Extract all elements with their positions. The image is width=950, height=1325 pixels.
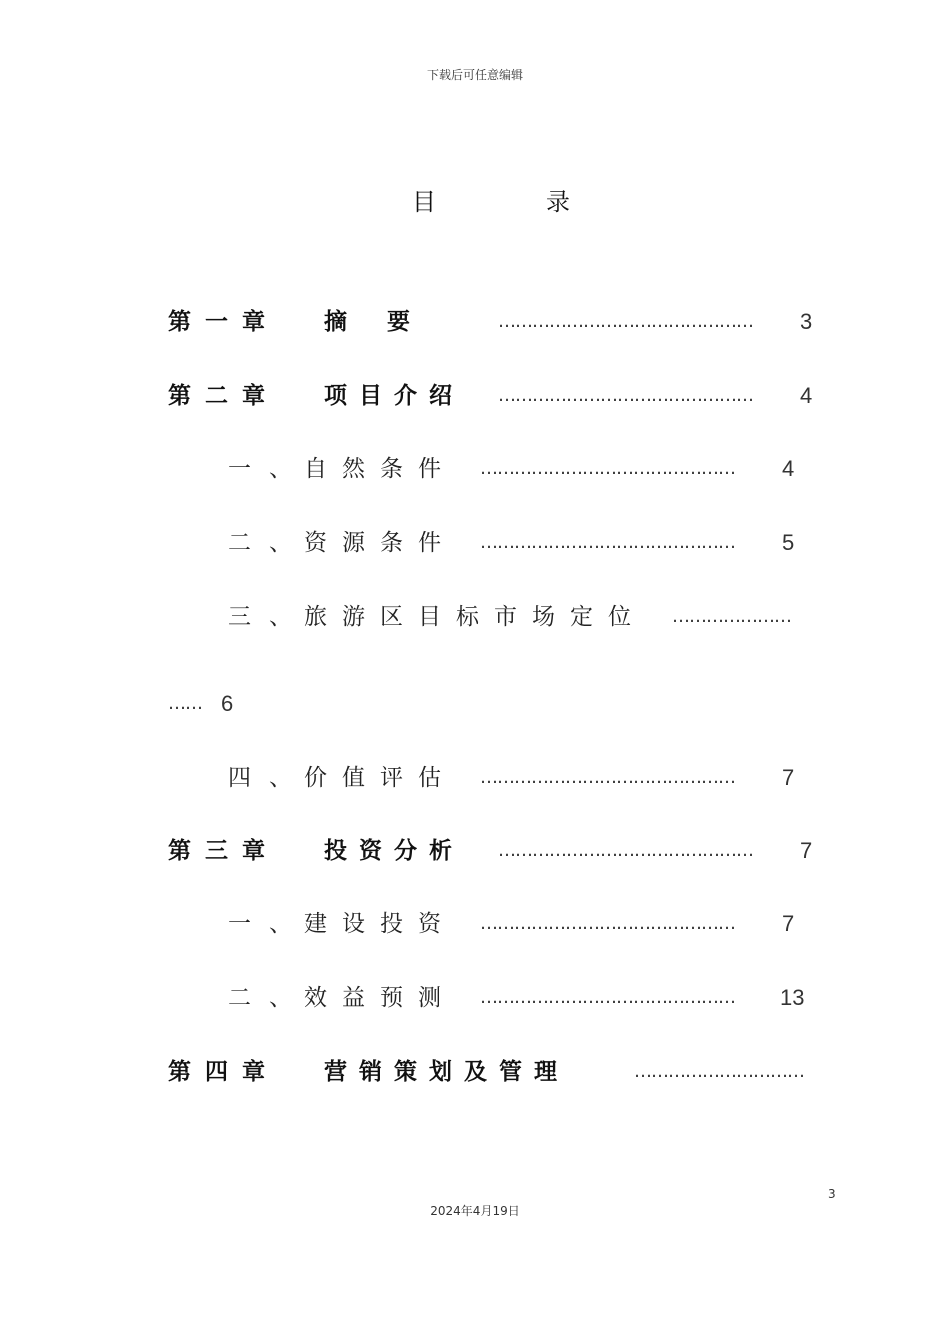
toc-s2-3-leader-continued: …… [168,693,202,714]
toc-ch2-title: 项目介绍 [324,383,464,409]
toc-s2-4-title: 价值评估 [304,765,456,791]
toc-s3-1-title: 建设投资 [304,911,456,937]
toc-ch2-leader: ……………………………………… [498,385,753,406]
toc-ch4-number: 第四章 [168,1059,279,1085]
toc-s3-2-page: 13 [780,985,805,1010]
toc-ch1-title: 摘要 [324,309,450,335]
toc-s3-1-leader: ……………………………………… [480,913,735,934]
toc-ch2-page: 4 [800,383,813,408]
toc-ch4-title: 营销策划及管理 [324,1059,569,1085]
toc-s2-1-leader: ……………………………………… [480,458,735,479]
toc-s2-3-page: 6 [221,691,234,716]
toc-ch3-number: 第三章 [168,838,279,864]
toc-s2-2-page: 5 [782,530,795,555]
toc-s2-2-number: 二、 [228,530,310,556]
toc-s2-4-number: 四、 [228,765,310,791]
toc-s2-2-leader: ……………………………………… [480,532,735,553]
toc-s2-3-leader: ………………… [672,606,791,627]
toc-s2-3-number: 三、 [228,604,310,630]
toc-s2-1-page: 4 [782,456,795,481]
toc-s2-1-number: 一、 [228,456,310,482]
page-number: 3 [828,1187,836,1201]
toc-ch2-number: 第二章 [168,383,279,409]
toc-ch3-leader: ……………………………………… [498,840,753,861]
toc-s3-1-page: 7 [782,911,795,936]
toc-ch1-page: 3 [800,309,813,334]
toc-s2-2-title: 资源条件 [304,530,456,556]
toc-s3-1-number: 一、 [228,911,310,937]
toc-title-char-1: 目 [412,188,436,216]
toc-s2-4-page: 7 [782,765,795,790]
toc-ch3-page: 7 [800,838,813,863]
toc-title-char-2: 录 [546,188,570,216]
toc-s3-2-title: 效益预测 [304,985,456,1011]
toc-s2-4-leader: ……………………………………… [480,767,735,788]
toc-ch1-leader: ……………………………………… [498,311,753,332]
toc-ch3-title: 投资分析 [324,838,464,864]
toc-s3-2-leader: ……………………………………… [480,987,735,1008]
toc-s2-3-title: 旅游区目标市场定位 [304,604,646,630]
toc-s2-1-title: 自然条件 [304,456,456,482]
toc-s3-2-number: 二、 [228,985,310,1011]
header-note: 下载后可任意编辑 [426,68,523,82]
toc-ch4-leader: ………………………… [634,1061,804,1082]
toc-ch1-number: 第一章 [168,309,279,335]
footer-date: 2024年4月19日 [430,1204,520,1218]
